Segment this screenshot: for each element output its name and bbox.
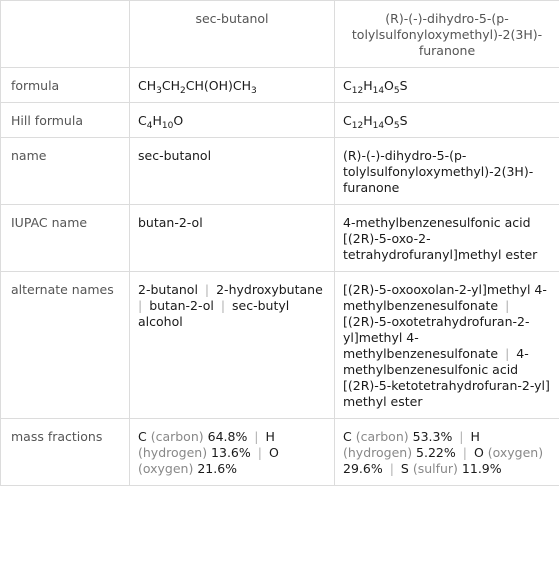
header-compound-1: sec-butanol xyxy=(130,1,335,68)
element-symbol: O xyxy=(268,445,279,460)
hill-formula-row xyxy=(1,103,559,138)
formula-compound-1 xyxy=(130,68,335,103)
row-label-mass-fractions: mass fractions xyxy=(1,419,130,486)
element-symbol: C xyxy=(138,429,151,444)
formula-part: C xyxy=(343,113,352,128)
alternate-names-compound-2 xyxy=(335,272,559,419)
mass-percent: 5.22% xyxy=(412,445,456,460)
formula-part: CH xyxy=(138,78,157,93)
element-symbol: H xyxy=(265,429,275,444)
element-name: (hydrogen) xyxy=(343,445,413,460)
formula-row xyxy=(1,68,559,103)
separator: | xyxy=(250,429,263,444)
mass-percent: 64.8% xyxy=(203,429,248,444)
element-name: (oxygen) xyxy=(138,461,194,476)
mass-fractions-row xyxy=(1,419,559,486)
formula-part: CH xyxy=(161,78,181,93)
separator: | xyxy=(501,298,510,313)
formula-part: O xyxy=(173,113,184,128)
formula-part: CH(OH)CH xyxy=(185,78,251,93)
header-compound-2: (R)-(-)-dihydro-5-(p-tolylsulfonyloxymethyl)-2(3H)-furanone xyxy=(335,1,559,68)
element-symbol: C xyxy=(343,429,356,444)
formula-part: O xyxy=(384,113,394,128)
iupac-name-compound-2: 4-methylbenzenesulfonic acid [(2R)-5-oxo-2-tetrahydrofuranyl]methyl ester xyxy=(335,205,559,272)
formula-subscript: 5 xyxy=(393,86,400,96)
row-label-formula: formula xyxy=(1,68,130,103)
alternate-name: 2-hydroxybutane xyxy=(216,282,323,297)
alternate-names-compound-1 xyxy=(130,272,335,419)
alternate-name: sec-butyl alcohol xyxy=(138,298,290,329)
name-compound-2: (R)-(-)-dihydro-5-(p-tolylsulfonyloxymethyl)-2(3H)-furanone xyxy=(335,138,559,205)
formula-subscript: 2 xyxy=(180,86,186,96)
hill-formula-compound-1 xyxy=(130,103,335,138)
alternate-name: 4-methylbenzenesulfonic acid [(2R)-5-ketotetrahydrofuran-2-yl] methyl ester xyxy=(343,346,550,409)
name-compound-1: sec-butanol xyxy=(130,138,335,205)
element-name: (carbon) xyxy=(150,429,204,444)
hill-formula-compound-2 xyxy=(335,103,559,138)
formula-subscript: 12 xyxy=(351,121,364,131)
formula-part: S xyxy=(399,78,408,93)
formula-subscript: 14 xyxy=(372,86,385,96)
formula-part: O xyxy=(384,78,394,93)
mass-fractions-compound-2 xyxy=(335,419,559,486)
iupac-name-compound-1: butan-2-ol xyxy=(130,205,335,272)
separator: | xyxy=(455,429,468,444)
formula-subscript: 10 xyxy=(161,121,174,131)
element-name: (hydrogen) xyxy=(138,445,208,460)
formula-part: H xyxy=(363,113,373,128)
separator: | xyxy=(458,445,471,460)
formula-subscript: 3 xyxy=(251,86,257,96)
separator: | xyxy=(138,298,147,313)
formula-subscript: 14 xyxy=(372,121,385,131)
formula-compound-2 xyxy=(335,68,559,103)
formula-part: H xyxy=(152,113,162,128)
mass-percent: 13.6% xyxy=(207,445,251,460)
header-row xyxy=(1,1,559,68)
formula-part: C xyxy=(343,78,352,93)
element-symbol: H xyxy=(470,429,480,444)
element-symbol: S xyxy=(400,461,413,476)
separator: | xyxy=(253,445,266,460)
row-label-name: name xyxy=(1,138,130,205)
formula-subscript: 5 xyxy=(393,121,400,131)
row-label-iupac-name: IUPAC name xyxy=(1,205,130,272)
formula-part: H xyxy=(363,78,373,93)
mass-percent: 11.9% xyxy=(457,461,502,476)
element-symbol: O xyxy=(473,445,488,460)
mass-percent: 53.3% xyxy=(408,429,453,444)
name-row xyxy=(1,138,559,205)
formula-subscript: 12 xyxy=(351,86,364,96)
row-label-alternate-names: alternate names xyxy=(1,272,130,419)
alternate-name: [(2R)-5-oxotetrahydrofuran-2-yl]methyl 4-methylbenzenesulfonate xyxy=(343,314,530,361)
element-name: (oxygen) xyxy=(487,445,544,460)
formula-subscript: 4 xyxy=(146,121,153,131)
formula-part: S xyxy=(399,113,408,128)
separator: | xyxy=(216,298,230,313)
mass-fractions-compound-1 xyxy=(130,419,335,486)
separator: | xyxy=(501,346,514,361)
header-empty-cell xyxy=(1,1,130,68)
iupac-name-row xyxy=(1,205,559,272)
alternate-names-row xyxy=(1,272,559,419)
formula-part: C xyxy=(138,113,147,128)
separator: | xyxy=(385,461,398,476)
formula-subscript: 3 xyxy=(156,86,162,96)
mass-percent: 29.6% xyxy=(343,461,383,476)
separator: | xyxy=(200,282,214,297)
alternate-name: butan-2-ol xyxy=(149,298,214,313)
alternate-name: 2-butanol xyxy=(138,282,198,297)
element-name: (sulfur) xyxy=(412,461,458,476)
row-label-hill-formula: Hill formula xyxy=(1,103,130,138)
element-name: (carbon) xyxy=(355,429,409,444)
mass-percent: 21.6% xyxy=(193,461,238,476)
alternate-name: [(2R)-5-oxooxolan-2-yl]methyl 4-methylbenzenesulfonate xyxy=(343,282,547,313)
